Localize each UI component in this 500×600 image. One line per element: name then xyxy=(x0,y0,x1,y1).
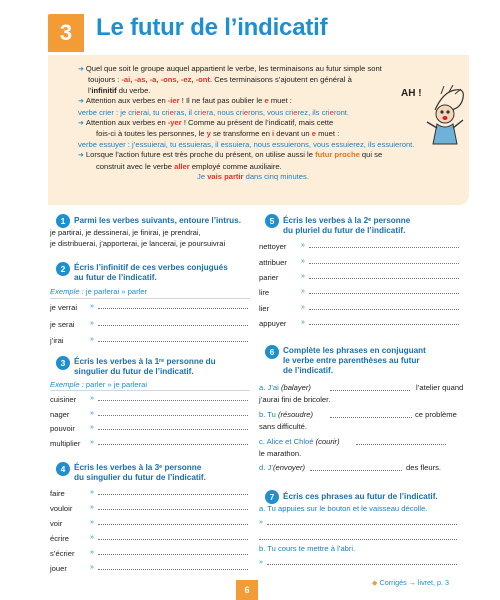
answer-line[interactable] xyxy=(98,524,248,525)
answer-line[interactable] xyxy=(98,539,248,540)
answer-line[interactable] xyxy=(330,390,410,391)
ex-part: rons, vous cri xyxy=(248,107,294,117)
answer-line[interactable] xyxy=(309,247,459,248)
chapter-number: 3 xyxy=(48,14,84,52)
arrow-icon: ➜ xyxy=(78,66,84,73)
exercise-5-row[interactable] xyxy=(259,304,459,318)
ex-part: e xyxy=(169,107,174,117)
yer-keyword: -yer xyxy=(167,118,182,128)
ex-part: vais partir xyxy=(207,172,244,182)
arrow-icon: » xyxy=(121,287,126,296)
verb-hint: (envoyer) xyxy=(272,463,306,472)
sentence-part: sans difficulté. xyxy=(259,422,307,431)
exercise-2-row[interactable] xyxy=(50,303,250,317)
exercise-3-row[interactable] xyxy=(50,395,250,409)
arrow-icon: » xyxy=(90,424,94,431)
exercise-5-row[interactable] xyxy=(259,319,459,333)
row-word: vouloir xyxy=(50,504,73,513)
answer-line[interactable] xyxy=(309,263,459,264)
arrow-icon: » xyxy=(90,395,94,402)
exercise-3-title-1: Écris les verbes à la 1ʳᵉ personne du xyxy=(74,357,216,366)
answer-line[interactable] xyxy=(98,509,248,510)
arrow-icon: » xyxy=(301,242,305,249)
exercise-3-row[interactable] xyxy=(50,424,250,438)
exercise-6-title-3: de l’indicatif. xyxy=(283,366,334,375)
rule-text-part: construit avec le verbe xyxy=(96,161,175,171)
exercise-4-row[interactable] xyxy=(50,519,250,533)
answer-line[interactable] xyxy=(98,554,248,555)
answer-line[interactable] xyxy=(330,417,412,418)
verb-hint: (courir) xyxy=(315,437,340,446)
exercise-4-row[interactable] xyxy=(50,564,250,578)
exercise-5-title-2: du pluriel du futur de l’indicatif. xyxy=(283,226,406,235)
ex-part: verbe crier : je cri xyxy=(78,107,137,117)
exercise-5-number: 5 xyxy=(265,214,279,228)
diamond-icon: ◆ xyxy=(372,578,378,587)
sentence-part: le marathon. xyxy=(259,449,302,458)
i-keyword: i xyxy=(272,129,275,139)
ex-part: ront. xyxy=(333,107,350,117)
answer-line[interactable] xyxy=(310,470,402,471)
arrow-icon: » xyxy=(90,489,94,496)
arrow-icon: » xyxy=(107,380,112,389)
ex-part: e xyxy=(329,107,334,117)
arrow-icon: » xyxy=(301,288,305,295)
futur-proche-keyword: futur proche xyxy=(315,150,360,160)
rule-text-part: muet : xyxy=(268,96,292,106)
row-word: multiplier xyxy=(50,439,81,448)
arrow-icon: ➜ xyxy=(78,98,84,106)
exercise-1-line-1: je partirai, je dessinerai, je finirai, je prendrai, xyxy=(50,228,201,237)
arrow-icon: » xyxy=(259,559,263,566)
crier-example xyxy=(78,108,418,118)
answer-line[interactable] xyxy=(98,415,248,416)
startled-character-illustration xyxy=(397,80,467,150)
exercise-5-row[interactable] xyxy=(259,258,459,272)
exercise-5-title-1: Écris les verbes à la 2ᵉ personne xyxy=(283,216,411,225)
answer-line[interactable] xyxy=(98,308,248,309)
rule-text-part: employé comme auxiliaire. xyxy=(189,161,282,171)
rule-text-part: du verbe. xyxy=(116,85,151,95)
answer-line[interactable] xyxy=(309,278,459,279)
row-word: pouvoir xyxy=(50,424,75,433)
exercise-4-title-2: du singulier du futur de l’indicatif. xyxy=(74,473,206,482)
arrow-icon: » xyxy=(301,319,305,326)
row-word: faire xyxy=(50,489,65,498)
rule-text-part: . Ces terminaisons s’ajoutent en général à xyxy=(209,75,352,85)
ex-part: rai, tu cri xyxy=(140,107,170,117)
arrow-icon: » xyxy=(90,439,94,446)
ex-part: ras, il cri xyxy=(173,107,203,117)
exercise-6-c xyxy=(259,436,340,447)
separator xyxy=(50,390,250,391)
exercise-2-row[interactable] xyxy=(50,336,250,350)
sentence-part: c. Alice et Chloé xyxy=(259,437,316,446)
arrow-icon: » xyxy=(90,549,94,556)
answer-line[interactable] xyxy=(309,309,459,310)
exercise-7-number: 7 xyxy=(265,490,279,504)
exercise-2-number: 2 xyxy=(56,262,70,276)
exercise-3-row[interactable] xyxy=(50,439,250,453)
exercise-5-row[interactable] xyxy=(259,288,459,302)
rule-text-part: Attention aux verbes en xyxy=(85,96,168,106)
page-title: Le futur de l’indicatif xyxy=(96,14,328,41)
page-number: 6 xyxy=(236,580,258,600)
rule-line: Quel que soit le groupe auquel appartient le verbe, les terminaisons au futur simple sont xyxy=(85,64,382,73)
infinitif-keyword: infinitif xyxy=(91,85,117,95)
arrow-icon: » xyxy=(90,564,94,571)
row-word: cuisiner xyxy=(50,395,77,404)
exercise-1-title: Parmi les verbes suivants, entoure l’intrus. xyxy=(74,216,241,225)
exercise-2-title-2: au futur de l’indicatif. xyxy=(74,273,157,282)
exercise-4-number: 4 xyxy=(56,462,70,476)
answer-line[interactable] xyxy=(98,400,248,401)
verb-hint: (résoudre) xyxy=(278,410,314,419)
exercise-6-title-1: Complète les phrases en conjuguant xyxy=(283,346,426,355)
arrow-icon: » xyxy=(259,519,263,526)
row-word: écrire xyxy=(50,534,69,543)
rule-text-part: se transforme en xyxy=(210,129,273,139)
ex-part: e xyxy=(202,107,207,117)
answer-line[interactable] xyxy=(309,324,459,325)
row-word: nettoyer xyxy=(259,242,287,251)
exercise-2-title-1: Écris l’infinitif de ces verbes conjugués xyxy=(74,263,228,272)
exercise-7-answer-row[interactable] xyxy=(259,559,459,573)
ex-part: ra, nous cri xyxy=(206,107,244,117)
row-word: s’écrier xyxy=(50,549,75,558)
exercise-3-row[interactable] xyxy=(50,410,250,424)
corriges-link[interactable] xyxy=(372,578,449,587)
arrow-icon: » xyxy=(90,519,94,526)
answer-line[interactable] xyxy=(98,444,248,445)
sentence-part: a. J’ai xyxy=(259,383,281,392)
answer-line[interactable] xyxy=(98,325,248,326)
exercise-6-title-2: le verbe entre parenthèses au futur xyxy=(283,356,420,365)
answer-line[interactable] xyxy=(356,444,446,445)
ex-part: e xyxy=(293,107,298,117)
sentence-part: des fleurs. xyxy=(406,463,442,472)
separator xyxy=(50,298,250,299)
rule-text-part: l’ xyxy=(88,85,92,95)
example-text: je parlerai xyxy=(83,287,122,296)
arrow-icon: » xyxy=(90,534,94,541)
example-label: Exemple : xyxy=(50,380,84,389)
example-answer: parler xyxy=(125,287,148,296)
example-text: parler xyxy=(83,380,108,389)
ex-part: Je xyxy=(197,172,208,182)
e-keyword: e xyxy=(264,96,269,106)
answer-line[interactable] xyxy=(98,569,248,570)
answer-line[interactable] xyxy=(98,341,248,342)
sentence-part: d. J’ xyxy=(259,463,273,472)
exercise-2-row[interactable] xyxy=(50,320,250,334)
exercise-3-number: 3 xyxy=(56,356,70,370)
example-label: Exemple : xyxy=(50,287,84,296)
exercise-7-a: a. Tu appuies sur le bouton et le vaisseau décolle. xyxy=(259,504,428,513)
answer-line[interactable] xyxy=(98,494,248,495)
rule-text-part: ! Comme au présent de l’indicatif, mais cette xyxy=(181,118,334,128)
rule-text-part: qui se xyxy=(359,150,383,160)
verb-hint: (balayer) xyxy=(280,383,311,392)
row-word: lier xyxy=(259,304,270,313)
answer-line[interactable] xyxy=(267,524,457,525)
essuyer-example: verbe essuyer : j’essuierai, tu essuieras, il essuiera, nous essuierons, vous essuierez, ils essuieront. xyxy=(78,139,415,149)
exercise-3-example xyxy=(50,380,147,389)
endings: -ai, -as, -a, -ons, -ez, -ont xyxy=(121,75,210,85)
row-word: voir xyxy=(50,519,63,528)
exercise-5-row[interactable] xyxy=(259,242,459,256)
rule-text-part: ! Il ne faut pas oublier le xyxy=(179,96,265,106)
answer-line[interactable] xyxy=(98,429,248,430)
exercise-7-answer-row[interactable] xyxy=(259,519,459,533)
corriges-text: Corrigés → livret, p. 3 xyxy=(379,578,450,587)
exercise-4-row[interactable] xyxy=(50,534,250,548)
exercise-1-number: 1 xyxy=(56,214,70,228)
row-word: lire xyxy=(259,288,270,297)
exercise-7-title: Écris ces phrases au futur de l’indicatif. xyxy=(283,492,438,501)
rule-text-part: muet : xyxy=(315,129,340,139)
exercise-6-a xyxy=(259,382,311,393)
rule-text-part: Lorsque l’action future est très proche du présent, on utilise aussi le xyxy=(85,150,316,160)
sentence-part: j’aurai fini de bricoler. xyxy=(259,395,331,404)
rule-text xyxy=(78,64,418,182)
sentence-part: b. Tu xyxy=(259,410,278,419)
arrow-icon: » xyxy=(301,304,305,311)
arrow-icon: » xyxy=(90,336,94,343)
ex-part: dans cinq minutes. xyxy=(243,172,309,182)
row-word: je verrai xyxy=(50,303,78,312)
sentence-part: ce problème xyxy=(415,410,457,419)
page-header xyxy=(0,0,500,56)
exercise-1-line-2: je distribuerai, j’apporterai, je lancerai, je poursuivrai xyxy=(50,239,226,248)
rule-text-part: Attention aux verbes en xyxy=(85,118,168,128)
arrow-icon: ➜ xyxy=(78,152,84,160)
rule-text-part: toujours : xyxy=(88,75,122,85)
rule-text-part: fois-ci à toutes les personnes, le xyxy=(96,129,207,139)
ah-exclamation: AH ! xyxy=(401,88,422,99)
row-word: nager xyxy=(50,410,70,419)
answer-line[interactable] xyxy=(309,293,459,294)
arrow-icon: » xyxy=(90,320,94,327)
arrow-icon: ➜ xyxy=(78,120,84,128)
exercise-2-example xyxy=(50,287,147,296)
exercise-6-number: 6 xyxy=(265,345,279,359)
e-keyword: e xyxy=(311,129,316,139)
exercise-6-d xyxy=(259,462,305,473)
row-word: appuyer xyxy=(259,319,287,328)
exercise-6-b xyxy=(259,409,313,420)
ier-keyword: -ier xyxy=(167,96,180,106)
exercise-4-row[interactable] xyxy=(50,549,250,563)
y-keyword: y xyxy=(206,129,211,139)
row-word: j’irai xyxy=(50,336,64,345)
ex-part: e xyxy=(243,107,249,117)
futur-proche-example xyxy=(88,172,418,182)
aller-keyword: aller xyxy=(174,161,190,171)
row-word: jouer xyxy=(50,564,67,573)
ex-part: rez, ils cri xyxy=(297,107,330,117)
arrow-icon: » xyxy=(90,410,94,417)
arrow-icon: » xyxy=(90,303,94,310)
row-word: je serai xyxy=(50,320,75,329)
arrow-icon: » xyxy=(301,258,305,265)
sentence-part: l’atelier quand xyxy=(416,383,464,392)
arrow-icon: » xyxy=(90,504,94,511)
exercise-5-row[interactable] xyxy=(259,273,459,287)
row-word: parier xyxy=(259,273,279,282)
exercise-4-row[interactable] xyxy=(50,489,250,503)
exercise-4-title-1: Écris les verbes à la 3ᵉ personne xyxy=(74,463,202,472)
answer-line[interactable] xyxy=(267,564,457,565)
ex-part: e xyxy=(136,107,141,117)
exercise-4-row[interactable] xyxy=(50,504,250,518)
arrow-icon: » xyxy=(301,273,305,280)
answer-line[interactable] xyxy=(259,539,457,540)
rule-text-part: devant un xyxy=(274,129,312,139)
example-answer: je parlerai xyxy=(111,380,148,389)
row-word: attribuer xyxy=(259,258,287,267)
exercise-3-title-2: singulier du futur de l’indicatif. xyxy=(74,367,194,376)
exercise-7-b: b. Tu cours te mettre à l’abri. xyxy=(259,544,356,553)
